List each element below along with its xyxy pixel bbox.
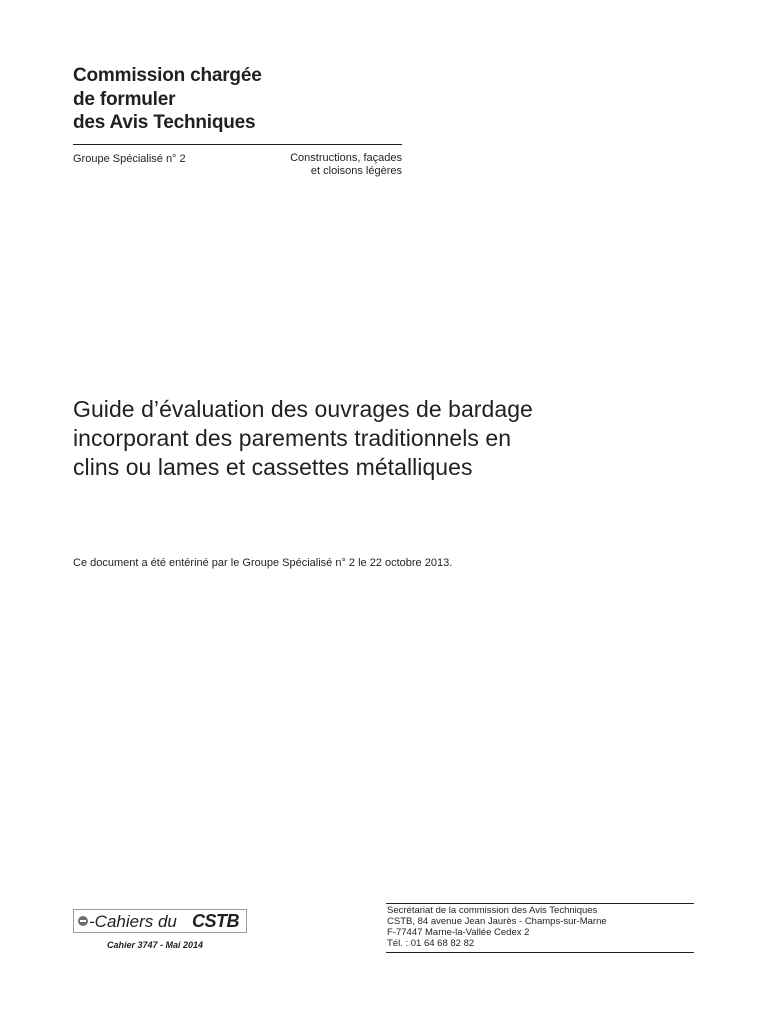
e-circle-icon [78, 916, 88, 926]
secretariat-line: Secrétariat de la commission des Avis Techniques [387, 905, 598, 916]
secretariat-line: F-77447 Marne-la-Vallée Cedex 2 [387, 927, 530, 938]
secretariat-bottom-divider [386, 952, 694, 953]
secretariat-line: CSTB, 84 avenue Jean Jaurès - Champs-sur-Marne [387, 916, 607, 927]
commission-title [73, 64, 403, 135]
commission-title-line: de formuler [73, 88, 176, 110]
document-title-line: clins ou lames et cassettes métalliques [73, 454, 473, 480]
secretariat-address [387, 905, 607, 949]
commission-title-line: Commission chargée [73, 65, 262, 86]
group-subject-line: Constructions, façades [290, 152, 402, 164]
document-title-line: incorporant des parements traditionnels en [73, 425, 512, 451]
logo-prefix-text: -Cahiers du [89, 912, 177, 931]
group-subject [252, 152, 402, 178]
cahier-reference: Cahier 3747 - Mai 2014 [107, 940, 204, 950]
e-cahiers-logo [73, 909, 247, 933]
document-title [73, 395, 713, 482]
secretariat-line: Tél. : 01 64 68 82 82 [387, 938, 475, 949]
header-divider [73, 144, 402, 145]
group-number: Groupe Spécialisé n° 2 [73, 153, 186, 165]
endorsement-statement: Ce document a été entériné par le Groupe Spécialisé n° 2 le 22 octobre 2013. [73, 557, 453, 569]
logo-brand-text: CSTB [192, 911, 239, 931]
document-title-line: Guide d’évaluation des ouvrages de bardage [73, 396, 533, 422]
group-subject-line: et cloisons légères [310, 165, 402, 177]
secretariat-top-divider [386, 903, 694, 904]
commission-title-line: des Avis Techniques [73, 112, 256, 133]
